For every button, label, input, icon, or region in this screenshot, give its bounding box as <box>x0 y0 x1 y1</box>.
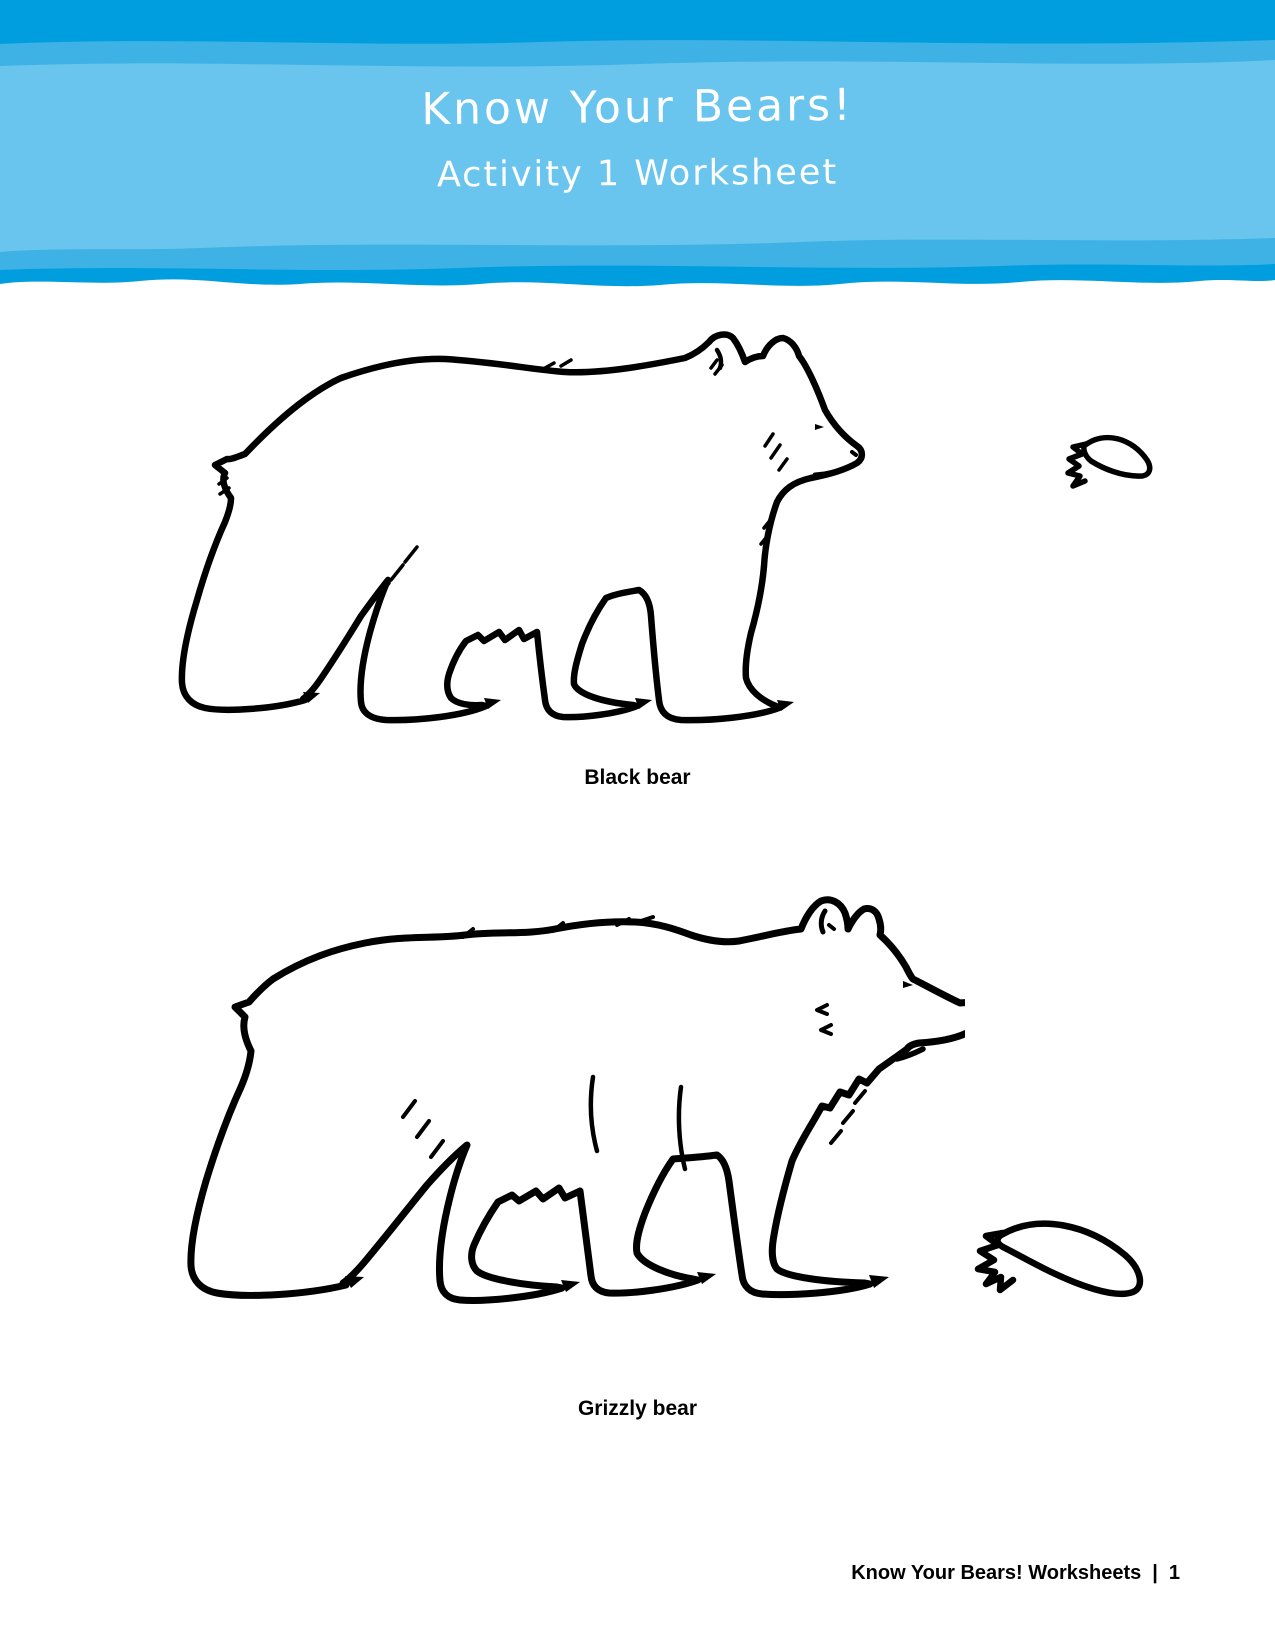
black-bear-illustration <box>165 328 875 738</box>
banner-waves <box>0 0 1275 292</box>
footer-page-number: 1 <box>1168 1562 1180 1584</box>
grizzly-bear-drawing <box>165 855 965 1315</box>
black-bear-label: Black bear <box>584 766 691 789</box>
grizzly-bear-claw-drawing <box>955 1195 1155 1320</box>
grizzly-bear-illustration <box>165 855 965 1315</box>
footer-doc-title: Know Your Bears! Worksheets <box>851 1562 1142 1584</box>
grizzly-bear-claw-icon <box>955 1195 1155 1320</box>
footer-separator: | <box>1152 1562 1158 1584</box>
black-bear-claw-icon <box>1050 420 1160 505</box>
black-bear-claw-drawing <box>1050 420 1160 505</box>
header-banner <box>0 0 1275 292</box>
grizzly-bear-label: Grizzly bear <box>577 1397 698 1420</box>
page-footer <box>851 1562 1180 1585</box>
black-bear-drawing <box>165 328 875 738</box>
worksheet-subtitle: Activity 1 Worksheet <box>436 152 839 196</box>
worksheet-title: Know Your Bears! <box>421 79 854 136</box>
